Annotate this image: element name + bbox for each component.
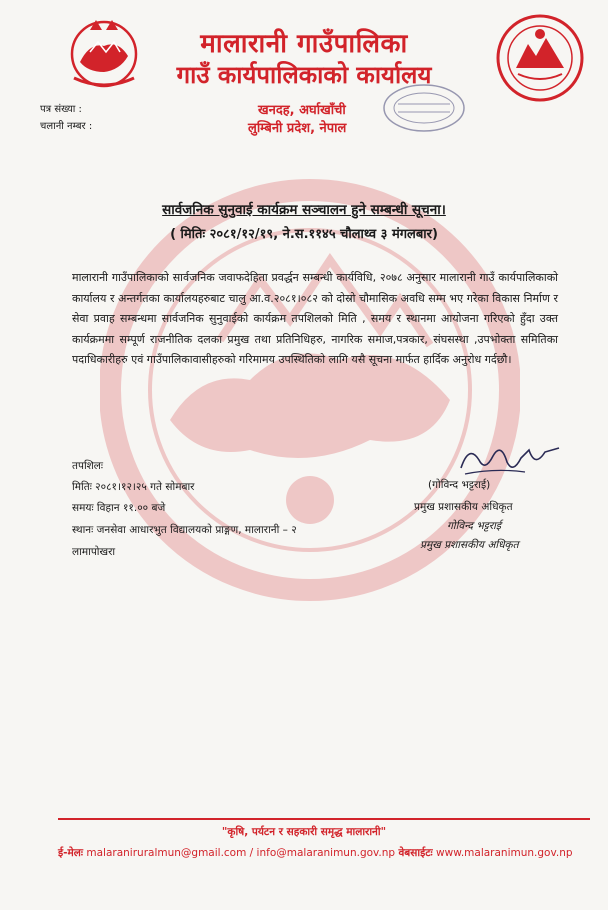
website-link[interactable]: www.malaranimun.gov.np bbox=[436, 847, 573, 859]
notice-body: मालारानी गाउँपालिकाको सार्वजनिक जवाफदेहिता प्रवर्द्धन सम्बन्धी कार्यविधि, २०७८ अनुसार मालारानी गाउँ कार्यपालिकाको कार्यालय र अन्तर्गतका कार्यालयहरुबाट चालु आ.व.२०८१।०८२ को दोस्रो चौमासिक अवधि सम्म भए गरेका विकास निर्माण र सेवा प्रवाह सम्बन्धमा सार्वजनिक सुनुवाईको कार्यक्रम तपशिलको मिति , समय र स्थानमा आयोजना गरिएको हुँदा उक्त कार्यक्रममा सम्पूर्ण राजनीतिक दलका प्रमुख तथा प्रतिनिधिहरु, नागरिक समाज,पत्रकार, संघसस्था ,उपभोक्ता समितिका पदाधिकारीहरु एवं गाउँपालिकावासीहरुको गरिमामय उपस्थितिको लागि यसै सूचना मार्फत हार्दिक अनुरोध गर्दछौ। bbox=[72, 271, 558, 366]
footer-slogan: "कृषि, पर्यटन र सहकारी समृद्ध मालारानी" bbox=[221, 826, 387, 838]
address-district: खनदह, अर्घाखाँची bbox=[258, 103, 346, 118]
event-date: मितिः २०८१।१२।२५ गते सोमबार bbox=[72, 481, 195, 493]
email-label: ई-मेलः bbox=[58, 847, 84, 859]
signer-name: (गोविन्द भट्टराई) bbox=[428, 479, 491, 491]
handwritten-signature bbox=[455, 438, 565, 480]
office-subtitle: गाउँ कार्यपालिकाको कार्यालय bbox=[176, 61, 432, 89]
event-venue: स्थानः जनसेवा आधारभुत विद्यालयको प्राङ्गण, मालारानी – २ bbox=[72, 524, 297, 536]
stamp-signer-name: गोविन्द भट्टराई bbox=[447, 520, 502, 532]
event-time: समयः विहान ११.०० बजे bbox=[72, 502, 166, 514]
website-label: वेबसाईटः bbox=[398, 847, 433, 859]
details-heading: तपशिलः bbox=[72, 460, 104, 472]
dispatch-number-label: चलानी नम्बर : bbox=[40, 121, 93, 132]
office-round-stamp bbox=[380, 82, 468, 134]
notice-date: ( मितिः २०८१/१२/१९, ने.स.११४५ चौलाथ्व ३ मंगलबार) bbox=[170, 227, 438, 242]
address-province: लुम्बिनी प्रदेश, नेपाल bbox=[248, 121, 347, 136]
email-addresses[interactable]: malaraniruralmun@gmail.com / info@malaranimun.gov.np bbox=[86, 847, 396, 859]
signer-title: प्रमुख प्रशासकीय अधिकृत bbox=[414, 501, 513, 513]
office-name: मालारानी गाउँपालिका bbox=[200, 29, 408, 59]
footer-divider bbox=[58, 818, 590, 820]
ref-number-label: पत्र संख्या : bbox=[40, 104, 82, 115]
stamp-signer-title: प्रमुख प्रशासकीय अधिकृत bbox=[420, 539, 519, 551]
footer-contact bbox=[58, 846, 598, 860]
notice-title: सार्वजनिक सुनुवाई कार्यक्रम सञ्चालन हुने सम्बन्धी सूचना। bbox=[162, 202, 446, 218]
event-venue-cont: लामापोखरा bbox=[72, 546, 116, 558]
